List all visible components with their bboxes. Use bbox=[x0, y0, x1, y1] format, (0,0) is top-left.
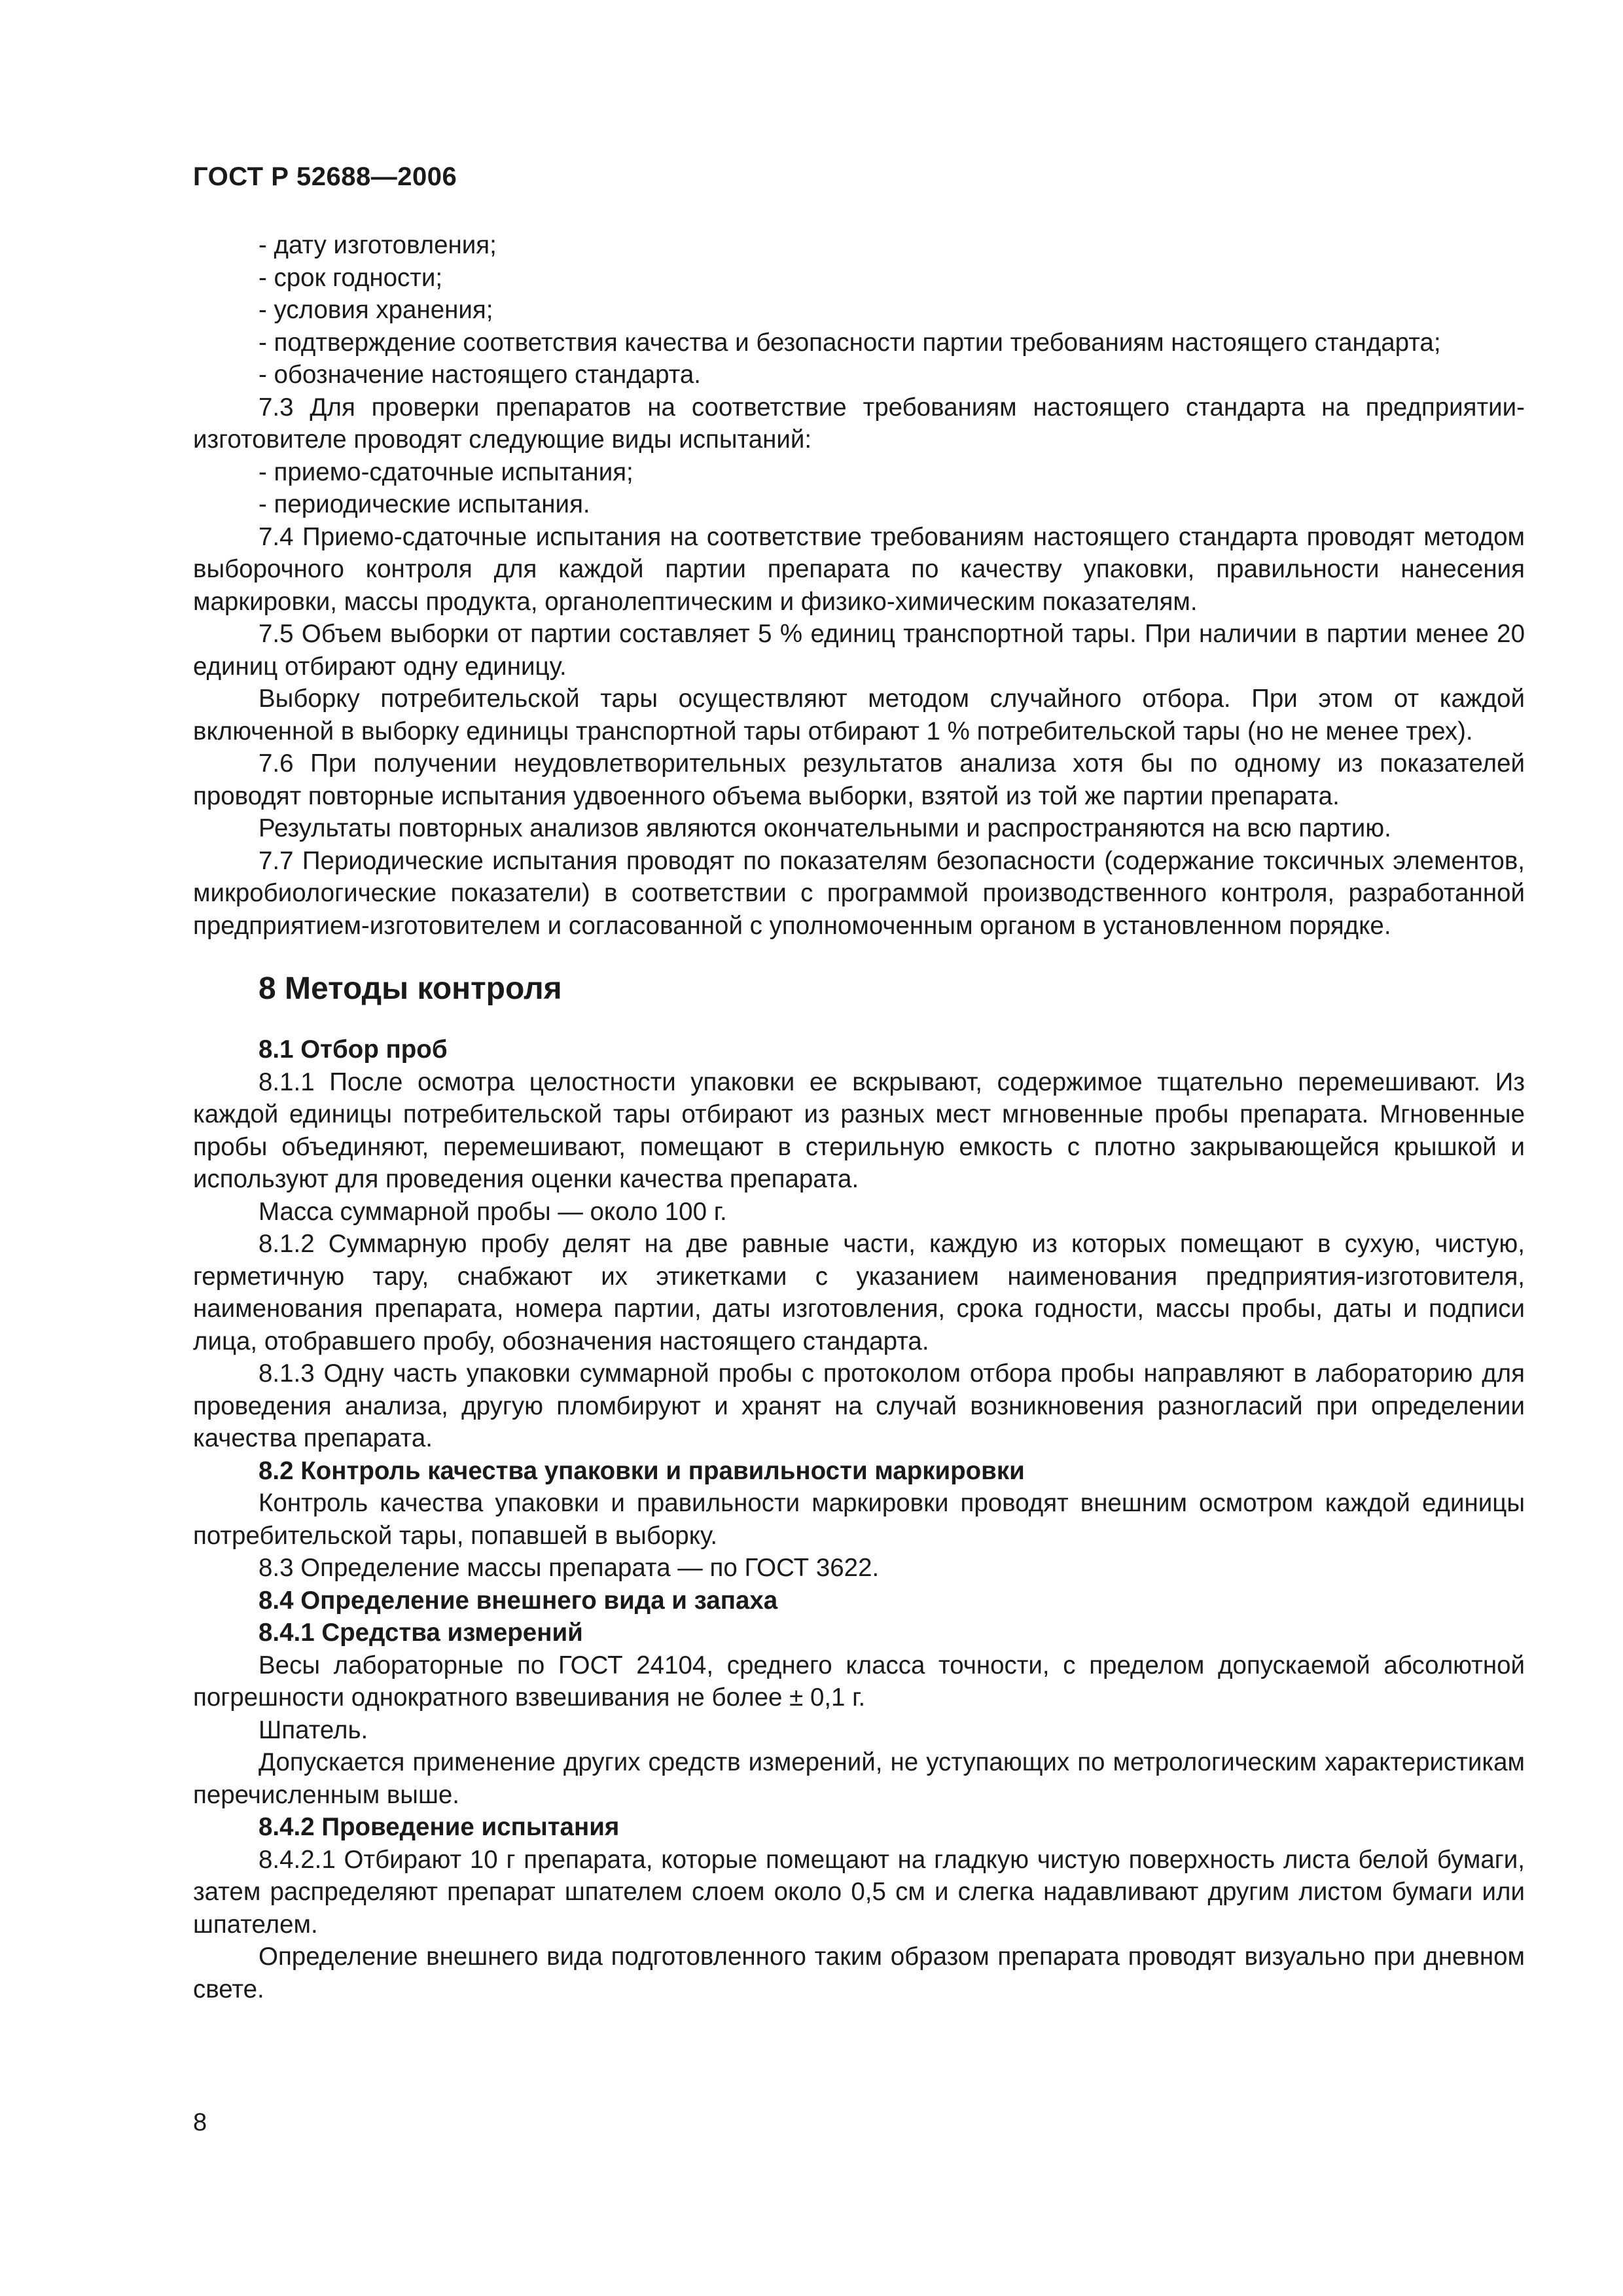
paragraph-8-4-1-c: Допускается применение других средств измерений, не уступающих по метрологическим характеристикам перечисленным выше. bbox=[193, 1748, 1525, 1809]
paragraph-7-7: 7.7 Периодические испытания проводят по показателям безопасности (содержание токсичных элементов, микробиологические показатели) в соответствии с программой производственного контроля, разработанной предприятием-изготовителем и согласованной с уполномоченным органом в установленном порядке. bbox=[193, 846, 1525, 940]
section-heading-8: 8 Методы контроля bbox=[259, 971, 562, 1006]
list-item: - условия хранения; bbox=[259, 296, 493, 324]
page-content bbox=[193, 229, 1525, 2005]
paragraph-8-1-1-b: Масса суммарной пробы — около 100 г. bbox=[259, 1197, 727, 1226]
subsection-heading-8-4: 8.4 Определение внешнего вида и запаха bbox=[259, 1586, 778, 1615]
paragraph-7-5: 7.5 Объем выборки от партии составляет 5 % единиц транспортной тары. При наличии в партии менее 20 единиц отбирают одну единицу. bbox=[193, 620, 1525, 681]
paragraph-7-3: 7.3 Для проверки препаратов на соответствие требованиям настоящего стандарта на предприятии-изготовителе проводят следующие виды испытаний: bbox=[193, 393, 1525, 454]
paragraph-7-6-b: Результаты повторных анализов являются окончательными и распространяются на всю партию. bbox=[259, 814, 1391, 842]
list-item: - периодические испытания. bbox=[259, 490, 590, 518]
paragraph-8-1-2: 8.1.2 Суммарную пробу делят на две равные части, каждую из которых помещают в сухую, чистую, герметичную тару, снабжают их этикетками с указанием наименования предприятия-изготовителя, наименования препарата, номера партии, даты изготовления, срока годности, массы пробы, даты и подписи лица, отобравшего пробу, обозначения настоящего стандарта. bbox=[193, 1230, 1525, 1355]
subsection-heading-8-4-2: 8.4.2 Проведение испытания bbox=[259, 1813, 620, 1841]
list-item: - обозначение настоящего стандарта. bbox=[259, 361, 702, 389]
subsection-heading-8-4-1: 8.4.1 Средства измерений bbox=[259, 1619, 583, 1647]
paragraph-8-3: 8.3 Определение массы препарата — по ГОСТ 3622. bbox=[259, 1554, 880, 1582]
list-item: - срок годности; bbox=[259, 263, 443, 292]
paragraph-8-4-1-b: Шпатель. bbox=[259, 1715, 368, 1744]
paragraph-8-1-1: 8.1.1 После осмотра целостности упаковки ее вскрывают, содержимое тщательно перемешивают. Из каждой единицы потребительской тары отбирают из разных мест мгновенные пробы препарата. Мгновенные пробы объединяют, перемешивают, помещают в стерильную емкость с плотно закрывающейся крышкой и используют для проведения оценки качества препарата. bbox=[193, 1067, 1525, 1193]
document-header: ГОСТ Р 52688—2006 bbox=[193, 162, 457, 191]
paragraph-8-4-1: Весы лабораторные по ГОСТ 24104, среднего класса точности, с пределом допускаемой абсолютной погрешности однократного взвешивания не более ± 0,1 г. bbox=[193, 1651, 1525, 1712]
list-item: - приемо-сдаточные испытания; bbox=[259, 457, 633, 486]
list-item: - дату изготовления; bbox=[259, 231, 497, 259]
page-number: 8 bbox=[193, 2109, 207, 2136]
paragraph-8-1-3: 8.1.3 Одну часть упаковки суммарной пробы с протоколом отбора пробы направляют в лабораторию для проведения анализа, другую пломбируют и хранят на случай возникновения разногласий при определении качества препарата. bbox=[193, 1359, 1525, 1452]
paragraph-8-4-2-1-b: Определение внешнего вида подготовленного таким образом препарата проводят визуально при дневном свете. bbox=[193, 1943, 1525, 2003]
paragraph-7-4: 7.4 Приемо-сдаточные испытания на соответствие требованиям настоящего стандарта проводят методом выборочного контроля для каждой партии препарата по качеству упаковки, правильности нанесения маркировки, массы продукта, органолептическим и физико-химическим показателям. bbox=[193, 522, 1525, 616]
paragraph-7-5-b: Выборку потребительской тары осуществляют методом случайного отбора. При этом от каждой включенной в выборку единицы транспортной тары отбирают 1 % потребительской тары (но не менее трех). bbox=[193, 685, 1525, 745]
paragraph-8-4-2-1: 8.4.2.1 Отбирают 10 г препарата, которые помещают на гладкую чистую поверхность листа белой бумаги, затем распределяют препарат шпателем слоем около 0,5 см и слегка надавливают другим листом бумаги или шпателем. bbox=[193, 1845, 1525, 1939]
subsection-heading-8-1: 8.1 Отбор проб bbox=[259, 1035, 448, 1064]
list-item: - подтверждение соответствия качества и безопасности партии требованиям настоящего стандарта; bbox=[259, 328, 1441, 357]
paragraph-8-2: Контроль качества упаковки и правильности маркировки проводят внешним осмотром каждой единицы потребительской тары, попавшей в выборку. bbox=[193, 1489, 1525, 1550]
paragraph-7-6: 7.6 При получении неудовлетворительных результатов анализа хотя бы по одному из показателей проводят повторные испытания удвоенного объема выборки, взятой из той же партии препарата. bbox=[193, 749, 1525, 810]
subsection-heading-8-2: 8.2 Контроль качества упаковки и правильности маркировки bbox=[259, 1456, 1025, 1485]
